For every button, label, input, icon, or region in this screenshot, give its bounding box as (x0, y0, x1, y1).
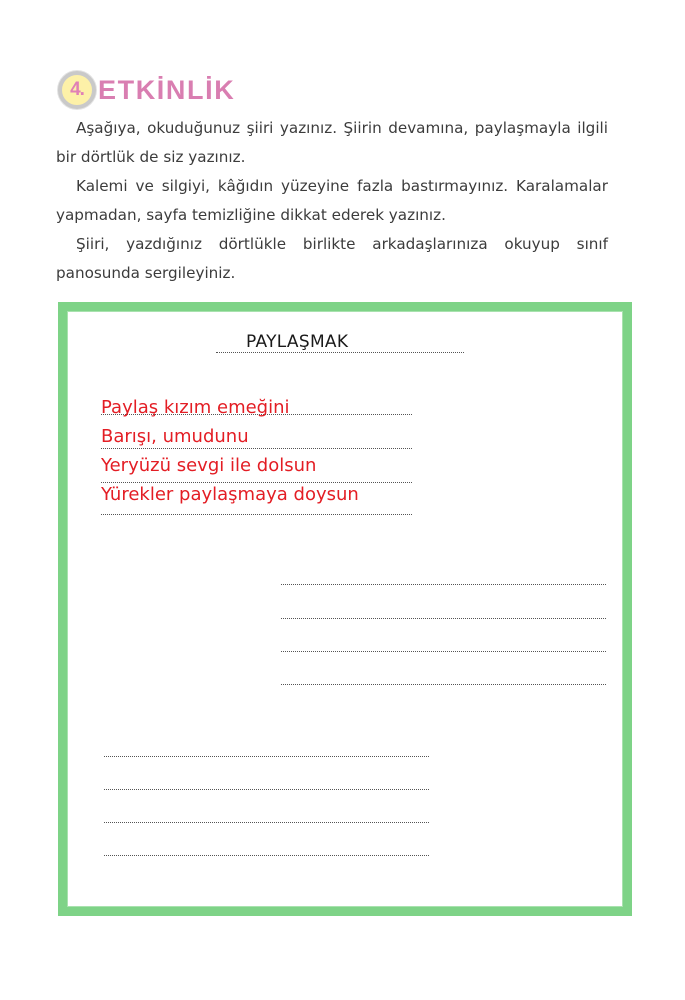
student-stanza-2-line-3[interactable] (104, 822, 429, 823)
student-stanza-1-line-2[interactable] (281, 618, 606, 619)
student-stanza-2-line-4[interactable] (104, 855, 429, 856)
poem-line-3: Yeryüzü sevgi ile dolsun (101, 455, 317, 476)
student-stanza-2-line-1[interactable] (104, 756, 429, 757)
activity-number: 4. (70, 79, 84, 100)
student-stanza-1-line-4[interactable] (281, 684, 606, 685)
poem-writing-line-2 (101, 448, 412, 449)
activity-header (58, 68, 235, 112)
poem-line-2: Barışı, umudunu (101, 426, 249, 447)
student-stanza-1-line-1[interactable] (281, 584, 606, 585)
writing-frame (58, 302, 632, 916)
poem-line-1: Paylaş kızım emeğini (101, 397, 290, 418)
poem-writing-line-3 (101, 482, 412, 483)
instruction-paragraph-2: Kalemi ve silgiyi, kâğıdın yüzeyine fazla bastırmayınız. Karalamalar yapmadan, sayfa temizliğine dikkat ederek yazınız. (56, 177, 608, 224)
student-stanza-2-line-2[interactable] (104, 789, 429, 790)
poem-line-4: Yürekler paylaşmaya doysun (101, 484, 359, 505)
activity-title: ETKİNLİK (98, 74, 236, 105)
student-stanza-1-line-3[interactable] (281, 651, 606, 652)
poem-writing-line-4 (101, 514, 412, 515)
activity-number-badge (58, 71, 96, 109)
instruction-paragraph-3: Şiiri, yazdığınız dörtlükle birlikte arkadaşlarınıza okuyup sınıf panosunda sergileyiniz. (56, 235, 608, 282)
poem-title: PAYLAŞMAK (246, 332, 349, 352)
title-writing-line (216, 352, 464, 353)
instruction-paragraph-1: Aşağıya, okuduğunuz şiiri yazınız. Şiirin devamına, paylaşmayla ilgili bir dörtlük de siz yazınız. (56, 119, 608, 166)
